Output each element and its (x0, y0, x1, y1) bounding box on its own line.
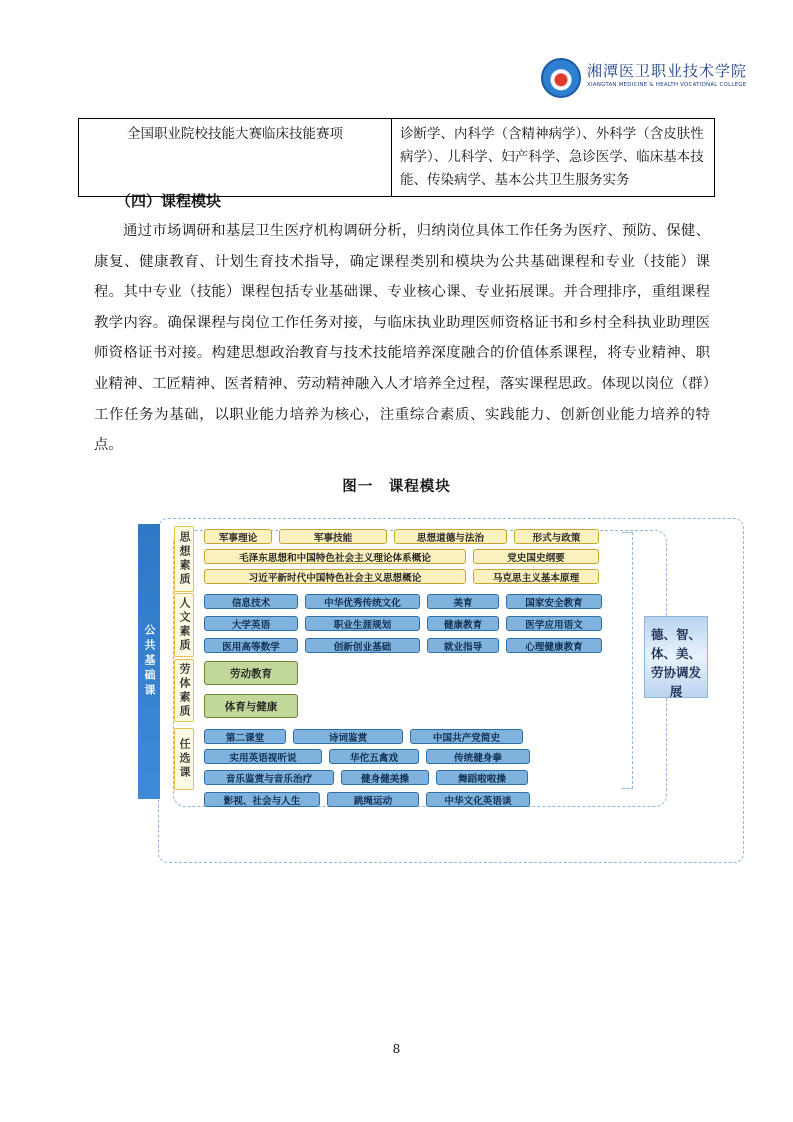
competition-table (78, 118, 715, 197)
course-chip: 马克思主义基本原理 (473, 569, 599, 584)
course-chip: 国家安全教育 (506, 594, 602, 609)
course-chip: 形式与政策 (514, 529, 599, 544)
course-chip: 思想道德与法治 (394, 529, 507, 544)
college-emblem-icon (541, 58, 581, 98)
category-humanities (174, 593, 194, 657)
course-chip: 军事技能 (279, 529, 387, 544)
course-chip: 创新创业基础 (305, 638, 420, 653)
course-module-diagram (138, 518, 746, 864)
course-chip: 毛泽东思想和中国特色社会主义理论体系概论 (204, 549, 466, 564)
course-chip: 医用高等数学 (204, 638, 298, 653)
course-chip: 劳动教育 (204, 661, 298, 685)
course-chip: 舞蹈啦啦操 (436, 770, 528, 785)
competition-cell: 全国职业院校技能大赛临床技能赛项 (79, 119, 392, 197)
college-logo (541, 58, 748, 100)
course-chip: 影视、社会与人生 (204, 792, 320, 807)
development-goal-box: 德、智、体、美、劳协调发展 (644, 616, 708, 698)
course-chip: 习近平新时代中国特色社会主义思想概论 (204, 569, 466, 584)
category-elective (174, 728, 194, 790)
course-chip: 华佗五禽戏 (329, 749, 419, 764)
course-chip: 中华优秀传统文化 (305, 594, 420, 609)
category-political-label: 思想素质 (178, 531, 191, 587)
subjects-cell: 诊断学、内科学（含精神病学）、外科学（含皮肤性病学）、儿科学、妇产科学、急诊医学、临床基本技能、传染病学、基本公共卫生服务实务 (392, 119, 715, 197)
course-chip: 就业指导 (427, 638, 499, 653)
body-paragraph: 通过市场调研和基层卫生医疗机构调研分析，归纳岗位具体工作任务为医疗、预防、保健、康复、健康教育、计划生育技术指导，确定课程类别和模块为公共基础课程和专业（技能）课程。其中专业（技能）课程包括专业基础课、专业核心课、专业拓展课。并合理排序，重组课程教学内容。确保课程与岗位工作任务对接，与临床执业助理医师资格证书和乡村全科执业助理医师资格证书对接。构建思想政治教育与技术技能培养深度融合的价值体系课程，将专业精神、职业精神、工匠精神、医者精神、劳动精神融入人才培养全过程，落实课程思政。体现以岗位（群）工作任务为基础，以职业能力培养为核心，注重综合素质、实践能力、创新创业能力培养的特点。 (94, 223, 710, 454)
category-elective-label: 任选课 (178, 738, 191, 780)
course-chip: 跳绳运动 (327, 792, 419, 807)
course-chip: 心理健康教育 (506, 638, 602, 653)
course-chip: 传统健身拳 (426, 749, 530, 764)
figure-title: 图一 课程模块 (342, 479, 451, 495)
college-name-cn: 湘潭医卫职业技术学院 (587, 62, 748, 80)
course-chip: 职业生涯规划 (305, 616, 420, 631)
course-chip: 第二课堂 (204, 729, 286, 744)
course-chip: 中国共产党简史 (410, 729, 523, 744)
course-chip: 健身健美操 (341, 770, 429, 785)
section-heading: （四）课程模块 (116, 192, 222, 210)
course-chip: 音乐鉴赏与音乐治疗 (204, 770, 334, 785)
public-basic-course-label (138, 524, 160, 799)
page-number: 8 (392, 1042, 401, 1056)
course-chip: 军事理论 (204, 529, 272, 544)
course-chip: 健康教育 (427, 616, 499, 631)
category-humanities-label: 人文素质 (178, 597, 191, 653)
category-political (174, 526, 194, 592)
course-chip: 医学应用语文 (506, 616, 602, 631)
category-labor-pe (174, 659, 194, 722)
course-chip: 党史国史纲要 (473, 549, 599, 564)
course-chip: 信息技术 (204, 594, 298, 609)
course-chip: 大学英语 (204, 616, 298, 631)
public-basic-course-text: 公共基础课 (143, 624, 156, 699)
category-labor-pe-label: 劳体素质 (178, 662, 191, 719)
course-chip: 中华文化英语谈 (426, 792, 530, 807)
bracket-connector (622, 532, 633, 789)
course-chip: 美育 (427, 594, 499, 609)
course-chip: 诗词鉴赏 (293, 729, 403, 744)
table-row (79, 119, 715, 197)
course-chip: 实用英语视听说 (204, 749, 322, 764)
course-chip: 体育与健康 (204, 694, 298, 718)
college-name-en: XIANGTAN MEDICINE & HEALTH VOCATIONAL COLLEGE (587, 82, 747, 88)
